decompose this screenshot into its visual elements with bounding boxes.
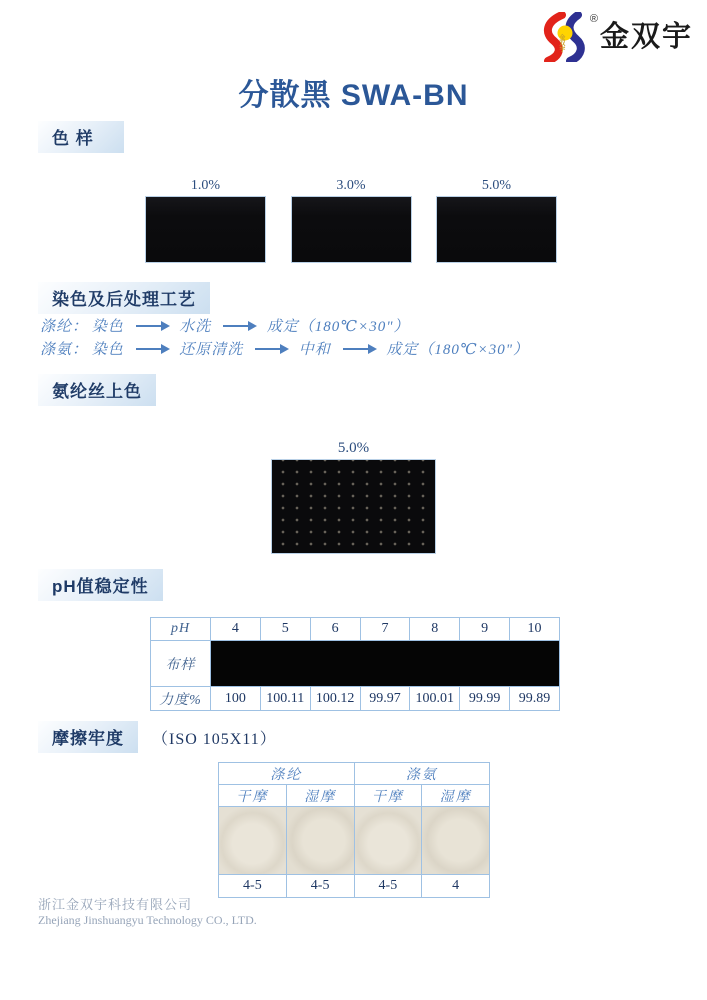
strength-value: 100.11 [260,687,310,711]
color-swatch-row [145,178,557,263]
flow-arrow-icon [136,348,168,350]
strength-label: 力度% [151,687,211,711]
rub-fabric-photo [422,807,490,875]
black-color-swatch [291,196,412,263]
brand-logo-icon [532,12,590,62]
strength-value: 100.12 [310,687,360,711]
company-name-cn: 浙江金双宇科技有限公司 [38,897,193,912]
ph-value-header: 10 [510,618,560,641]
table-row [151,641,560,687]
strength-value: 100 [211,687,261,711]
flow-arrow-icon [255,348,287,350]
ph-value-header: 5 [260,618,310,641]
spandex-swatch-block [0,440,707,559]
table-row [219,785,490,807]
table-row [151,687,560,711]
page-title: 分散黑 SWA-BN [238,79,469,112]
fiber-group-header: 涤纶 [219,763,355,785]
fabric-sample-label: 布样 [151,641,211,687]
registered-mark: ® [589,13,598,25]
flow-arrow-icon [223,325,255,327]
ph-value-header: 9 [460,618,510,641]
process-flow [40,317,529,363]
ph-value-header: 8 [410,618,460,641]
rub-type-header: 湿摩 [422,785,490,807]
flow-fiber-label: 涤纶： [40,319,89,335]
fiber-group-header: 涤氨 [354,763,490,785]
section-ph-stability [38,569,163,601]
section-heading-spandex: 氨纶丝上色 [38,374,156,406]
rub-rating-value: 4-5 [219,875,287,898]
section-heading-ph: pH值稳定性 [38,569,163,601]
flow-step: 成定（180℃×30"） [386,342,530,358]
brand-name: 金双宇 [599,21,693,53]
rub-fabric-photo [354,807,422,875]
table-row [219,807,490,875]
flow-arrow-icon [343,348,375,350]
rub-fabric-photo [219,807,287,875]
color-swatch-item [145,178,266,263]
rub-fabric-photo [286,807,354,875]
process-line-polyester [40,317,529,337]
rub-rating-value: 4-5 [354,875,422,898]
rub-type-header: 湿摩 [286,785,354,807]
strength-value: 99.89 [510,687,560,711]
table-row [219,763,490,785]
section-spandex [38,374,156,406]
rub-rating-value: 4-5 [286,875,354,898]
ph-stability-table [150,617,560,711]
black-color-swatch [436,196,557,263]
rub-type-header: 干摩 [219,785,287,807]
process-line-poly-spandex [40,340,529,360]
color-swatch-item [436,178,557,263]
section-rub-fastness [38,721,277,753]
strength-value: 99.99 [460,687,510,711]
rub-rating-value: 4 [422,875,490,898]
flow-step: 染色 [91,342,124,358]
swatch-label: 5.0% [481,178,512,193]
flow-arrow-icon [136,325,168,327]
fabric-sample-strip [211,641,560,687]
section-color-sample [38,121,124,153]
rub-fastness-table [218,762,490,898]
swatch-label: 3.0% [336,178,366,193]
flow-step: 水洗 [179,319,212,335]
ph-value-header: 4 [211,618,261,641]
section-heading-color-sample: 色 样 [38,121,124,153]
footer [38,897,257,928]
flow-step: 中和 [298,342,331,358]
section-heading-rub: 摩擦牢度 [38,721,138,753]
section-process [38,282,210,314]
swatch-label: 5.0% [337,440,370,456]
flow-step: 成定（180℃×30"） [266,319,410,335]
black-color-swatch [145,196,266,263]
section-heading-process: 染色及后处理工艺 [38,282,210,314]
logo-caption: 金双宇 [557,34,564,52]
strength-value: 100.01 [410,687,460,711]
swatch-label: 1.0% [190,178,221,193]
color-swatch-item [291,178,412,263]
rub-type-header: 干摩 [354,785,422,807]
spandex-black-swatch [271,459,436,554]
table-row [151,618,560,641]
ph-value-header: 7 [360,618,410,641]
brand-logo [532,12,693,62]
strength-value: 99.97 [360,687,410,711]
ph-corner-label: pH [151,618,211,641]
flow-fiber-label: 涤氨： [40,342,89,358]
flow-step: 还原清洗 [179,342,244,358]
table-row [219,875,490,898]
ph-value-header: 6 [310,618,360,641]
company-name-en: Zhejiang Jinshuangyu Technology CO., LTD. [38,913,257,928]
flow-step: 染色 [91,319,124,335]
iso-standard-label: （ISO 105X11） [152,730,277,748]
